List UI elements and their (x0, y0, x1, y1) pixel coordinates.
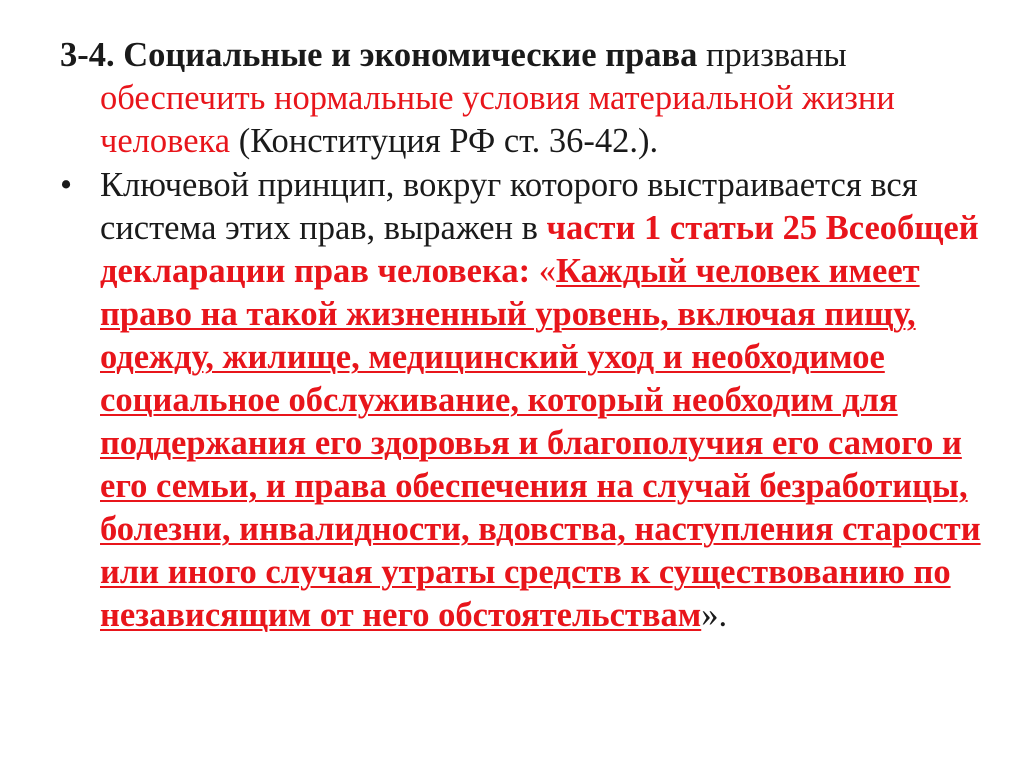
declaration-quote: Каждый человек имеет право на такой жизненный уровень, включая пищу, одежду, жилище, медицинский уход и необходимое социальное обслуживание, который необходим для поддержания его здоровья и благополучия его самого и его семьи, и права обеспечения на случай безработицы, болезни, инвалидности, вдовства, наступления старости или иного случая утраты средств к существованию по независящим от него обстоятельствам (100, 252, 981, 634)
lead-text: призваны (706, 36, 847, 74)
open-quote: « (538, 252, 556, 290)
paragraph-social-economic-rights (60, 34, 1000, 163)
close-quote: ». (701, 596, 728, 634)
declaration-reference: части 1 статьи 25 Всеобщей декларации прав человека: (100, 209, 979, 290)
constitution-citation: (Конституция РФ ст. 36-42.). (238, 122, 659, 160)
intro-text: Ключевой принцип, вокруг которого выстраивается вся система этих прав, выражен в (100, 166, 918, 247)
bullet-marker: • (60, 166, 73, 204)
paragraph-key-principle (60, 164, 1000, 637)
section-heading: 3-4. Социальные и экономические права (60, 36, 698, 74)
purpose-text: обеспечить нормальные условия материальной жизни человека (100, 79, 895, 160)
